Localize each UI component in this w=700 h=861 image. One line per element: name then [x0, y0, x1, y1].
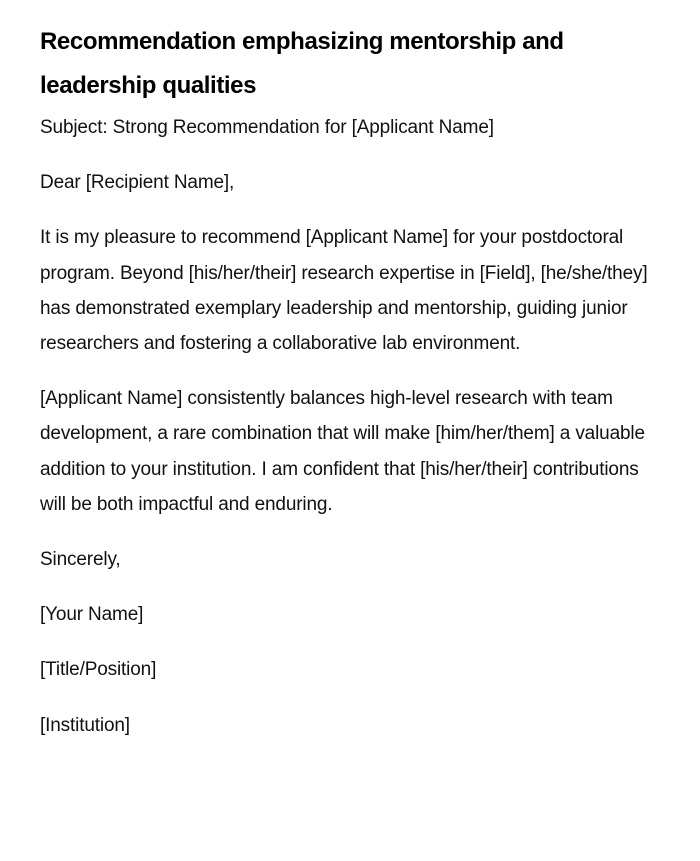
signature-institution: [Institution] [40, 714, 130, 736]
body-paragraph-1: It is my pleasure to recommend [Applicant Name] for your postdoctoral program. Beyond [his/her/their] research expertise in [Field], [he/she/they] has demonstrated exemplary leadership and mentorship, guiding junior researchers and fostering a collaborative lab environment. [40, 227, 648, 355]
closing: Sincerely, [40, 549, 121, 571]
signature-name: [Your Name] [40, 604, 144, 626]
signature-title: [Title/Position] [40, 659, 157, 681]
document-title: Recommendation emphasizing mentorship and leadership qualities [40, 28, 564, 99]
body-paragraph-2: [Applicant Name] consistently balances high-level research with team development, a rare combination that will make [him/her/them] a valuable addition to your institution. I am confident that [his/her/their] contributions will be both impactful and enduring. [40, 388, 645, 515]
salutation: Dear [Recipient Name], [40, 172, 235, 194]
subject-line: Subject: Strong Recommendation for [Applicant Name] [40, 117, 494, 138]
